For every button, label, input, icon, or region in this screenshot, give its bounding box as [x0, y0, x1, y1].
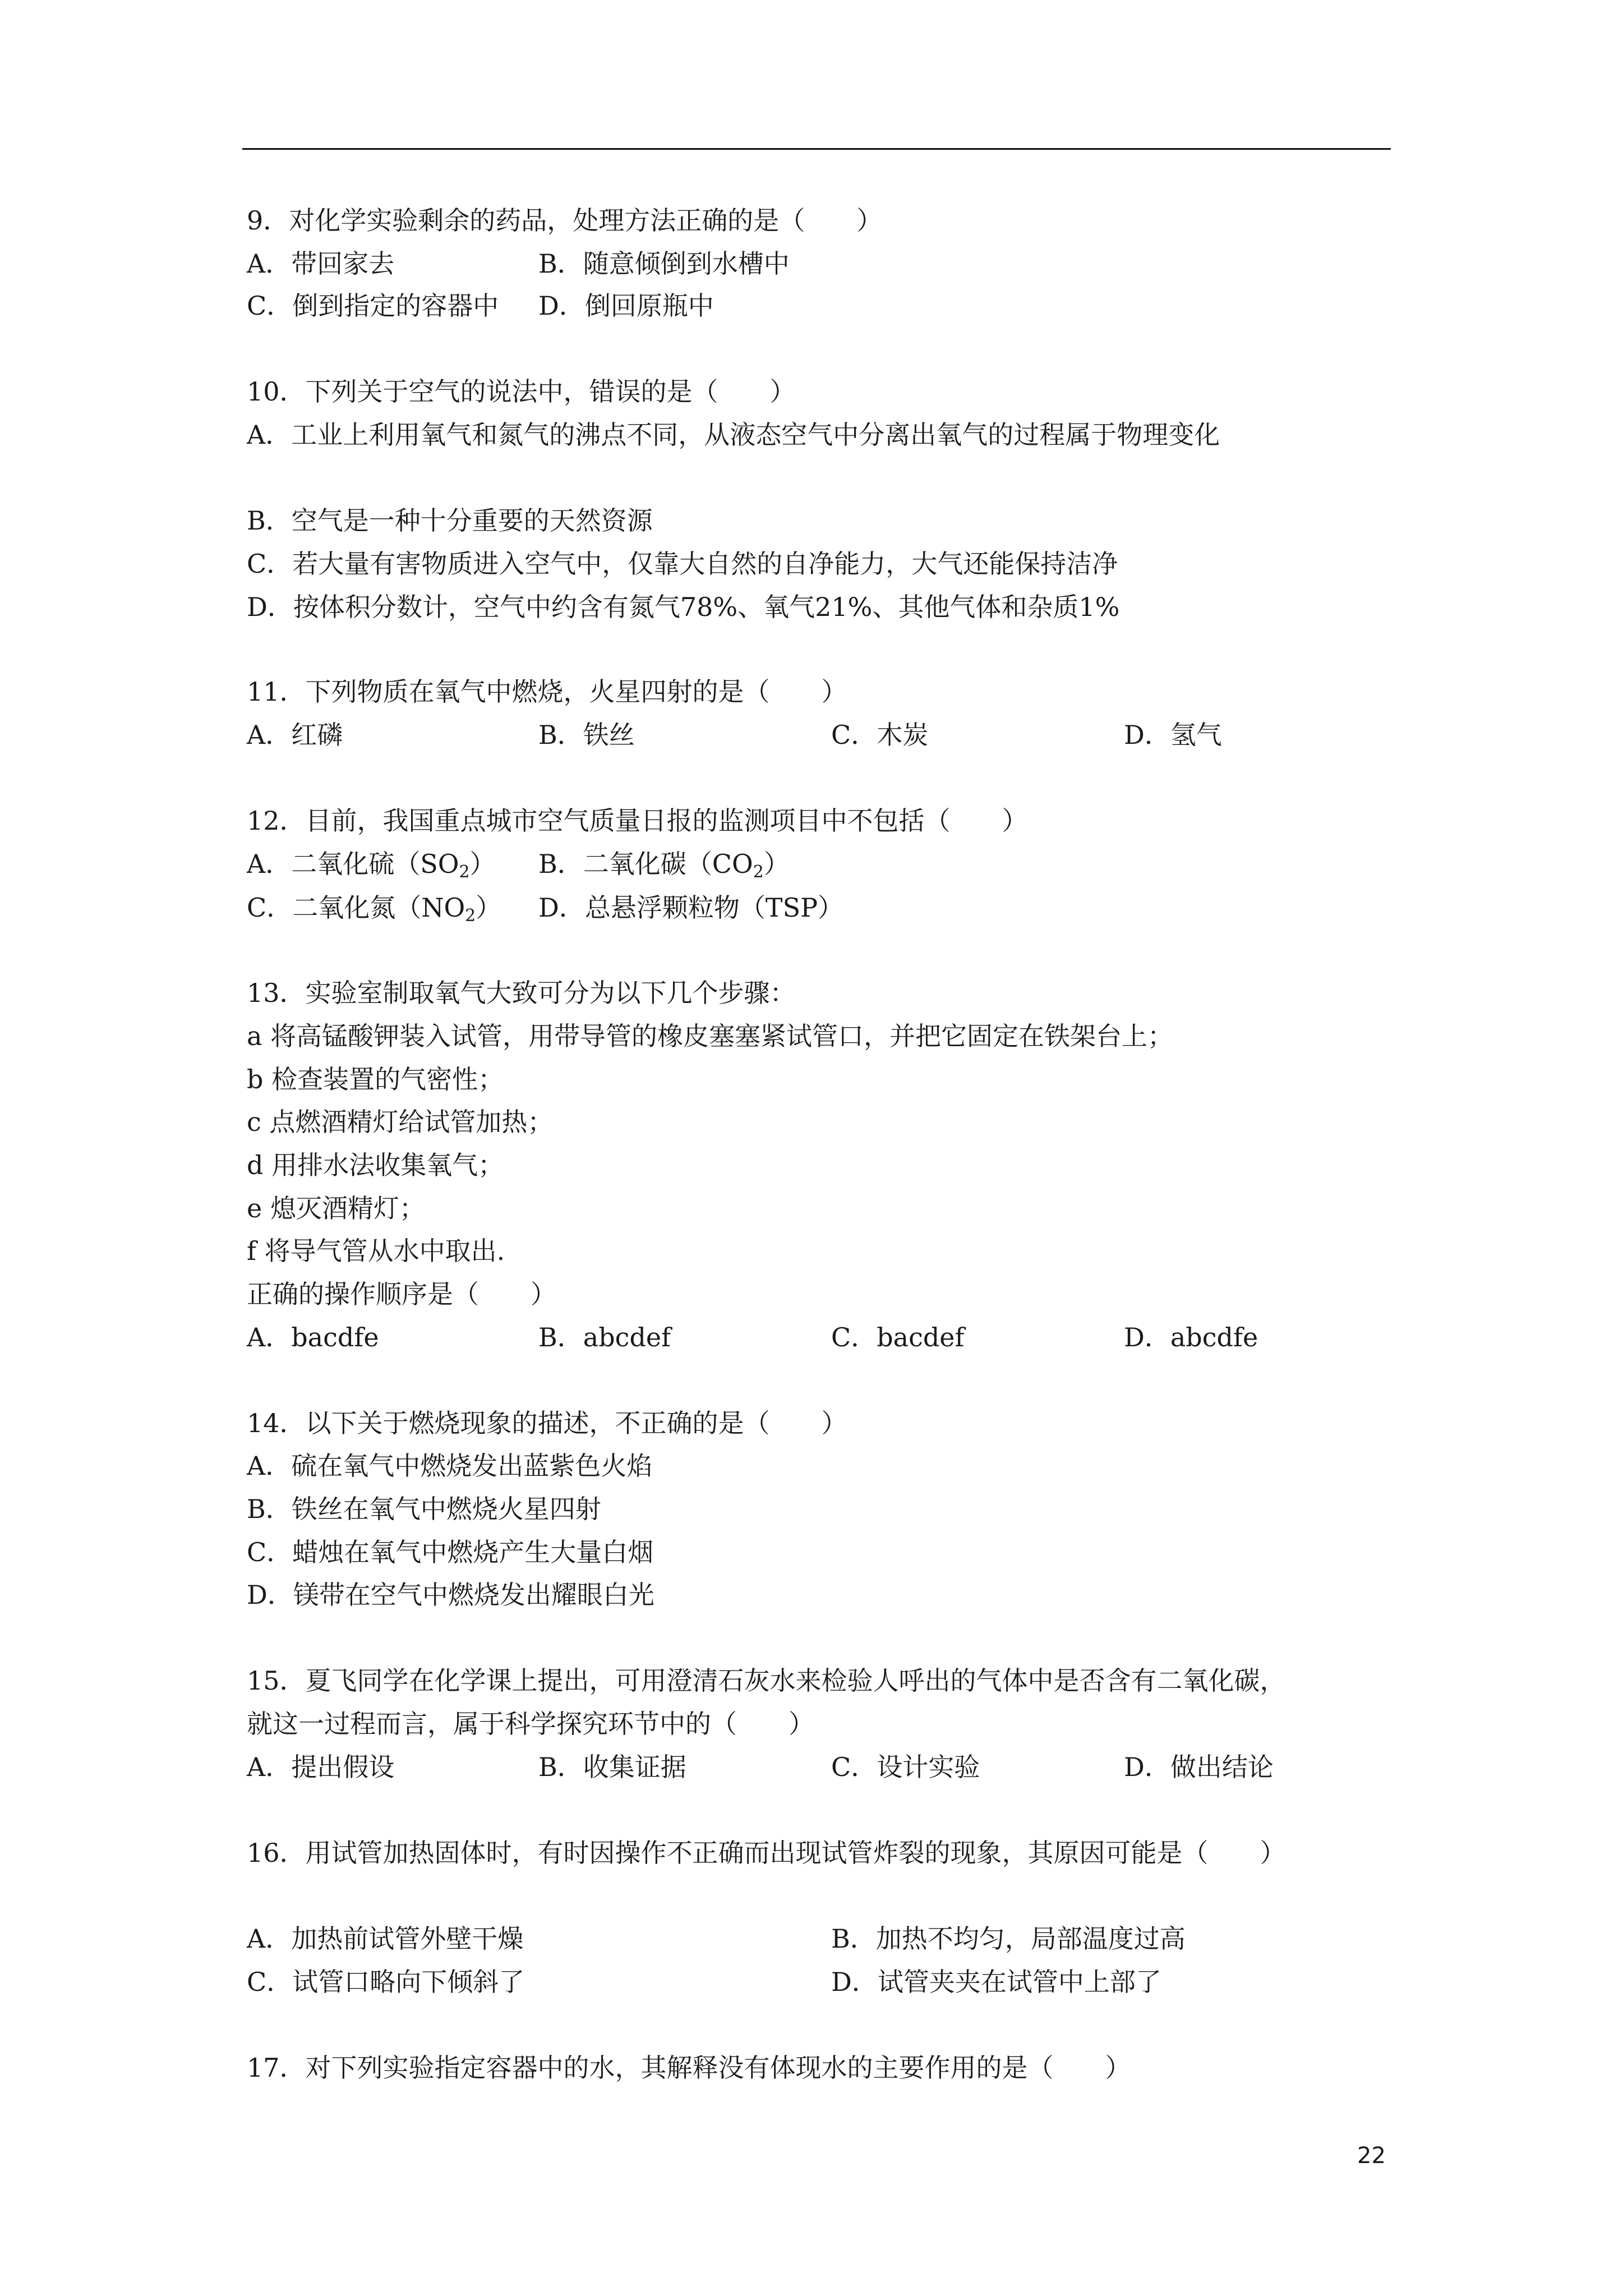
q13-stem: 13．实验室制取氧气大致可分为以下几个步骤：	[247, 978, 796, 1008]
q11-option-c: C．木炭	[831, 720, 929, 750]
q12-option-a-subscript: 2	[459, 862, 470, 882]
q13-ask: 正确的操作顺序是（ ）	[247, 1279, 556, 1309]
q16-option-b: B．加热不均匀，局部温度过高	[831, 1924, 1186, 1954]
q10-option-d: D．按体积分数计，空气中约含有氮气78%、氧气21%、其他气体和杂质1%	[247, 592, 1120, 622]
q12-option-c	[247, 891, 501, 933]
q13-step-e: e 熄灭酒精灯；	[247, 1193, 425, 1223]
q13-step-f: f 将导气管从水中取出.	[247, 1236, 505, 1266]
q14-option-a: A．硫在氧气中燃烧发出蓝紫色火焰	[247, 1451, 653, 1481]
q13-step-a: a 将高锰酸钾装入试管，用带导管的橡皮塞塞紧试管口，并把它固定在铁架台上；	[247, 1021, 1174, 1051]
q10-stem: 10．下列关于空气的说法中，错误的是（ ）	[247, 376, 796, 407]
page-number: 22	[1357, 2143, 1386, 2169]
q13-option-d: D．abcdfe	[1124, 1322, 1258, 1352]
q15-option-a: A．提出假设	[247, 1752, 395, 1782]
q12-option-c-text: C．二氧化氮（NO	[247, 892, 465, 923]
q11-option-b: B．铁丝	[538, 720, 635, 750]
q14-option-c: C．蜡烛在氧气中燃烧产生大量白烟	[247, 1537, 654, 1567]
q13-step-c: c 点燃酒精灯给试管加热；	[247, 1107, 554, 1137]
q13-step-d: d 用排水法收集氧气；	[247, 1150, 504, 1180]
q9-option-c: C．倒到指定的容器中	[247, 291, 499, 321]
q9-stem: 9．对化学实验剩余的药品，处理方法正确的是（ ）	[247, 205, 883, 236]
q11-option-d: D．氢气	[1124, 720, 1222, 750]
q14-stem: 14．以下关于燃烧现象的描述，不正确的是（ ）	[247, 1408, 847, 1438]
q16-option-a: A．加热前试管外壁干燥	[247, 1924, 524, 1954]
q12-option-b-subscript: 2	[753, 862, 764, 882]
q15-option-b: B．收集证据	[538, 1752, 686, 1782]
q12-option-a-text: A．二氧化硫（SO	[247, 849, 459, 879]
q15-stem-line-1: 15．夏飞同学在化学课上提出，可用澄清石灰水来检验人呼出的气体中是否含有二氧化碳，	[247, 1665, 1286, 1696]
q12-option-b	[538, 847, 790, 889]
q14-option-d: D．镁带在空气中燃烧发出耀眼白光	[247, 1580, 654, 1610]
q16-stem: 16．用试管加热固体时，有时因操作不正确而出现试管炸裂的现象，其原因可能是（ ）	[247, 1838, 1286, 1868]
q13-option-b: B．abcdef	[538, 1322, 671, 1352]
q12-option-c-subscript: 2	[465, 906, 476, 926]
q12-option-b-close: ）	[763, 849, 790, 879]
q9-option-b: B．随意倾倒到水槽中	[538, 249, 790, 279]
q10-option-a: A．工业上利用氧气和氮气的沸点不同，从液态空气中分离出氧气的过程属于物理变化	[247, 420, 1220, 450]
q12-stem: 12．目前，我国重点城市空气质量日报的监测项目中不包括（ ）	[247, 806, 1028, 836]
q12-option-a-close: ）	[469, 849, 496, 879]
q9-option-a: A．带回家去	[247, 249, 395, 279]
q17-stem: 17．对下列实验指定容器中的水，其解释没有体现水的主要作用的是（ ）	[247, 2053, 1131, 2083]
q15-stem-line-2: 就这一过程而言，属于科学探究环节中的（ ）	[247, 1709, 814, 1739]
q16-option-c: C．试管口略向下倾斜了	[247, 1967, 525, 1997]
q11-stem: 11．下列物质在氧气中燃烧，火星四射的是（ ）	[247, 677, 847, 707]
q13-option-c: C．bacdef	[831, 1322, 965, 1352]
q15-option-c: C．设计实验	[831, 1752, 980, 1782]
q12-option-a	[247, 847, 496, 889]
q12-option-d: D．总悬浮颗粒物（TSP）	[538, 892, 844, 923]
q16-option-d: D．试管夹夹在试管中上部了	[831, 1967, 1161, 1997]
q12-option-c-close: ）	[476, 892, 502, 923]
q13-option-a: A．bacdfe	[247, 1322, 379, 1352]
q14-option-b: B．铁丝在氧气中燃烧火星四射	[247, 1494, 601, 1524]
q15-option-d: D．做出结论	[1124, 1752, 1274, 1782]
q12-option-b-text: B．二氧化碳（CO	[538, 849, 753, 879]
q9-option-d: D．倒回原瓶中	[538, 291, 714, 321]
q10-option-c: C．若大量有害物质进入空气中，仅靠大自然的自净能力，大气还能保持洁净	[247, 549, 1118, 579]
q13-step-b: b 检查装置的气密性；	[247, 1064, 504, 1094]
header-rule	[242, 148, 1391, 150]
q10-option-b: B．空气是一种十分重要的天然资源	[247, 505, 653, 536]
q11-option-a: A．红磷	[247, 720, 343, 750]
